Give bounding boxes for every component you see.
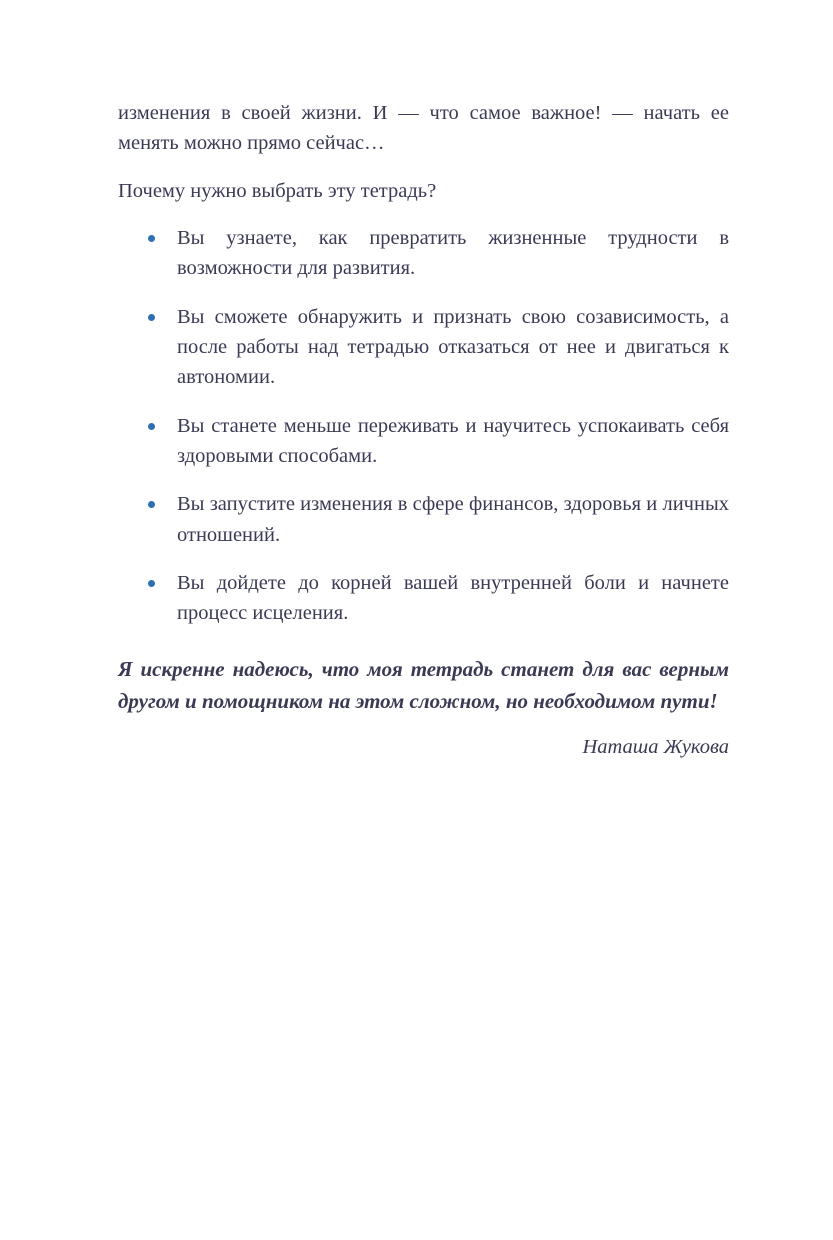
list-item xyxy=(118,568,729,629)
benefits-list xyxy=(118,223,729,629)
bullet-icon xyxy=(148,423,155,430)
author-signature: Наташа Жукова xyxy=(582,735,729,758)
bullet-icon xyxy=(148,314,155,321)
list-item xyxy=(118,489,729,550)
bullet-text: Вы запустите изменения в сфере финансов, здоровья и личных отношений. xyxy=(177,493,729,546)
list-item xyxy=(118,223,729,284)
bullet-icon xyxy=(148,235,155,242)
bullet-icon xyxy=(148,580,155,587)
question-paragraph: Почему нужно выбрать эту тетрадь? xyxy=(118,179,437,202)
page-content xyxy=(118,98,729,759)
closing-paragraph: Я искренне надеюсь, что моя тетрадь станет для вас верным другом и помощником на этом сложном, но необходимом пути! xyxy=(118,656,729,714)
bullet-text: Вы станете меньше переживать и научитесь успокаивать себя здоровыми способами. xyxy=(177,414,729,467)
bullet-icon xyxy=(148,501,155,508)
list-item xyxy=(118,302,729,393)
bullet-text: Вы дойдете до корней вашей внутренней боли и начнете процесс исцеления. xyxy=(177,571,729,625)
list-item xyxy=(118,411,729,472)
bullet-text: Вы сможете обнаружить и признать свою созависимость, а после работы над тетрадью отказаться от нее и двигаться к автономии. xyxy=(177,305,729,389)
bullet-text: Вы узнаете, как превратить жизненные трудности в возможности для развития. xyxy=(177,226,729,280)
intro-paragraph: изменения в своей жизни. И — что самое важное! — начать ее менять можно прямо сейчас… xyxy=(118,102,729,155)
